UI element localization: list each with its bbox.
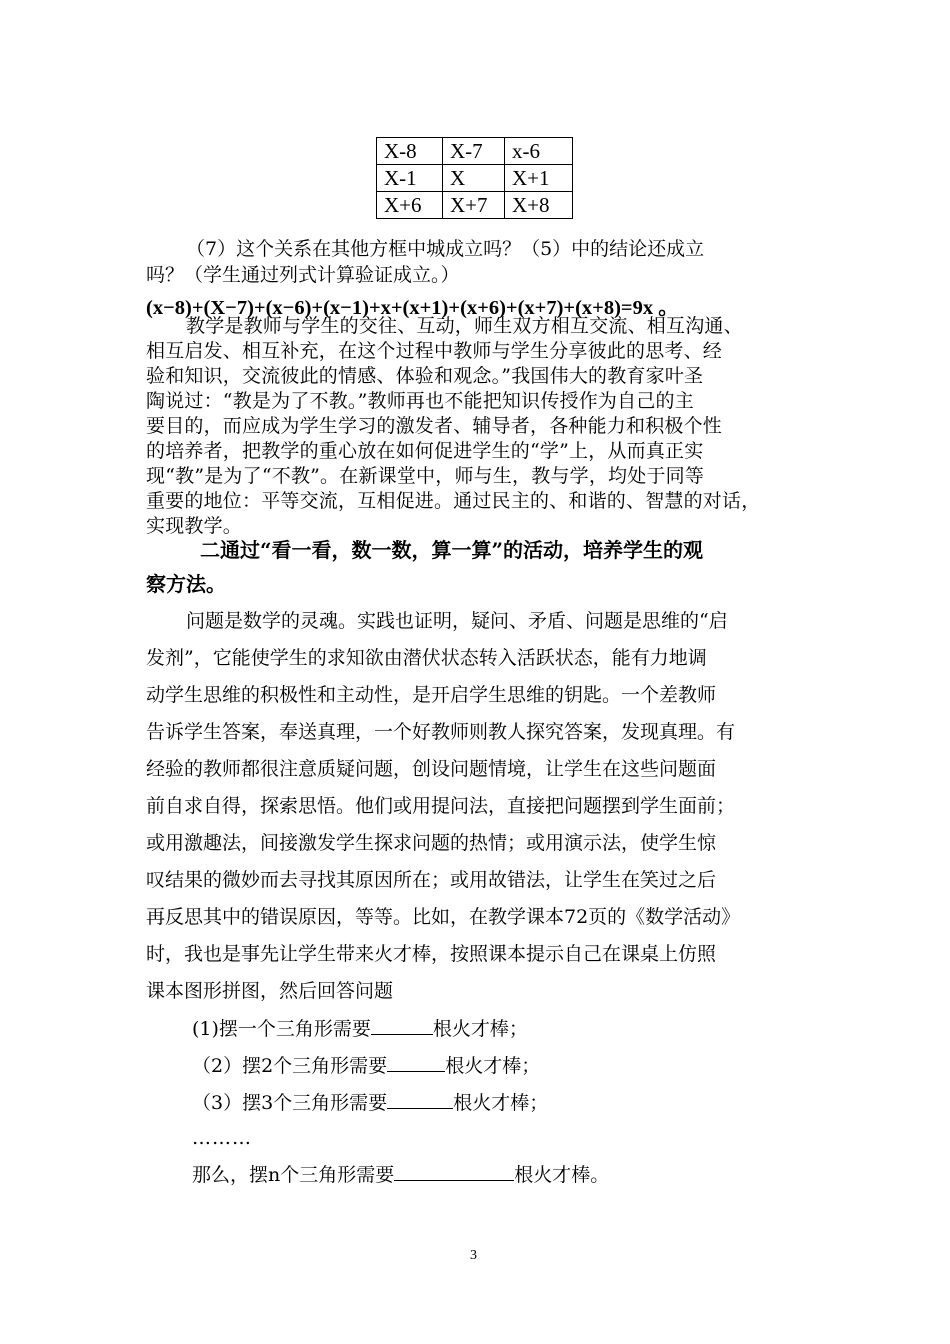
table-cell: X: [443, 165, 505, 192]
paragraph-line: 重要的地位：平等交流，互相促进。通过民主的、和谐的、智慧的对话，: [146, 490, 761, 512]
table-cell: X-8: [377, 138, 443, 165]
table-row: [377, 165, 573, 192]
paragraph-line: 或用激趣法，间接激发学生探求问题的热情；或用演示法，使学生惊: [146, 832, 717, 854]
table-cell: X+6: [377, 192, 443, 219]
ellipsis: ………: [192, 1127, 252, 1149]
question-text: （3）摆3个三角形需要: [192, 1092, 388, 1114]
table-cell: X+1: [505, 165, 573, 192]
answer-blank: [387, 1053, 445, 1072]
equation: (x−8)+(X−7)+(x−6)+(x−1)+x+(x+1)+(x+6)+(x+7)+(x+8)=9x 。: [146, 297, 679, 319]
paragraph-line: 吗？（学生通过列式计算验证成立。）: [146, 264, 460, 286]
table-cell: X+7: [443, 192, 505, 219]
paragraph-line: 现“教”是为了“不教”。在新课堂中，师与生，教与学，均处于同等: [146, 465, 705, 487]
paragraph-line: 时，我也是事先让学生带来火才棒，按照课本提示自己在课桌上仿照: [146, 943, 717, 965]
question-text: 根火才棒；: [445, 1055, 541, 1077]
table-row: [377, 192, 573, 219]
answer-blank: [387, 1090, 453, 1109]
question-text: （2）摆2个三角形需要: [192, 1055, 388, 1077]
table-cell: X+8: [505, 192, 573, 219]
question-n: [192, 1160, 862, 1190]
question-text: 那么，摆n个三角形需要: [192, 1164, 395, 1186]
question-1: [192, 1014, 862, 1044]
paragraph-line: 前自求自得，探索思悟。他们或用提问法，直接把问题摆到学生面前；: [146, 795, 736, 817]
paragraph-line: 相互启发、相互补充，在这个过程中教师与学生分享彼此的思考、经: [146, 340, 723, 362]
paragraph-line: 经验的教师都很注意质疑问题，创设问题情境，让学生在这些问题面: [146, 758, 717, 780]
paragraph-line: 教学是教师与学生的交往、互动，师生双方相互交流、相互沟通、: [186, 315, 743, 337]
paragraph-line: （7）这个关系在其他方框中城成立吗？（5）中的结论还成立: [186, 238, 705, 260]
paragraph-line: 验和知识，交流彼此的情感、体验和观念。”我国伟大的教育家叶圣: [146, 365, 704, 387]
paragraph-line: 发剂”，它能使学生的求知欲由潜伏状态转入活跃状态，能有力地调: [146, 647, 707, 669]
question-text: (1)摆一个三角形需要: [192, 1018, 371, 1040]
table-row: [377, 138, 573, 165]
question-2: [192, 1051, 862, 1081]
table-cell: X-1: [377, 165, 443, 192]
table-cell: X-7: [443, 138, 505, 165]
section-heading: 察方法。: [146, 572, 226, 596]
paragraph-line: 动学生思维的积极性和主动性，是开启学生思维的钥匙。一个差教师: [146, 684, 717, 706]
paragraph-line: 再反思其中的错误原因，等等。比如，在教学课本72页的《数学活动》: [146, 906, 741, 928]
question-text: 根火才棒；: [432, 1018, 528, 1040]
number-grid-table: [376, 137, 573, 219]
question-3: [192, 1088, 862, 1118]
answer-blank: [371, 1016, 433, 1035]
paragraph-line: 要目的，而应成为学生学习的激发者、辅导者，各种能力和积极个性: [146, 415, 723, 437]
paragraph-line: 陶说过：“教是为了不教。”教师再也不能把知识传授作为自己的主: [146, 390, 694, 412]
paragraph-line: 告诉学生答案，奉送真理，一个好教师则教人探究答案，发现真理。有: [146, 721, 736, 743]
page-number: 3: [470, 1248, 477, 1263]
paragraph-line: 课本图形拼图，然后回答问题: [146, 980, 394, 1002]
table-cell: x-6: [505, 138, 573, 165]
paragraph-line: 的培养者，把教学的重心放在如何促进学生的“学”上，从而真正实: [146, 440, 704, 462]
section-heading: 二通过“看一看，数一数，算一算”的活动，培养学生的观: [200, 538, 704, 562]
paragraph-line: 叹结果的微妙而去寻找其原因所在；或用故错法，让学生在笑过之后: [146, 869, 717, 891]
paragraph-line: 问题是数学的灵魂。实践也证明，疑问、矛盾、问题是思维的“启: [186, 610, 728, 632]
question-text: 根火才棒。: [514, 1164, 610, 1186]
answer-blank: [394, 1162, 514, 1181]
question-text: 根火才棒；: [453, 1092, 549, 1114]
paragraph-line: 实现教学。: [146, 515, 243, 537]
